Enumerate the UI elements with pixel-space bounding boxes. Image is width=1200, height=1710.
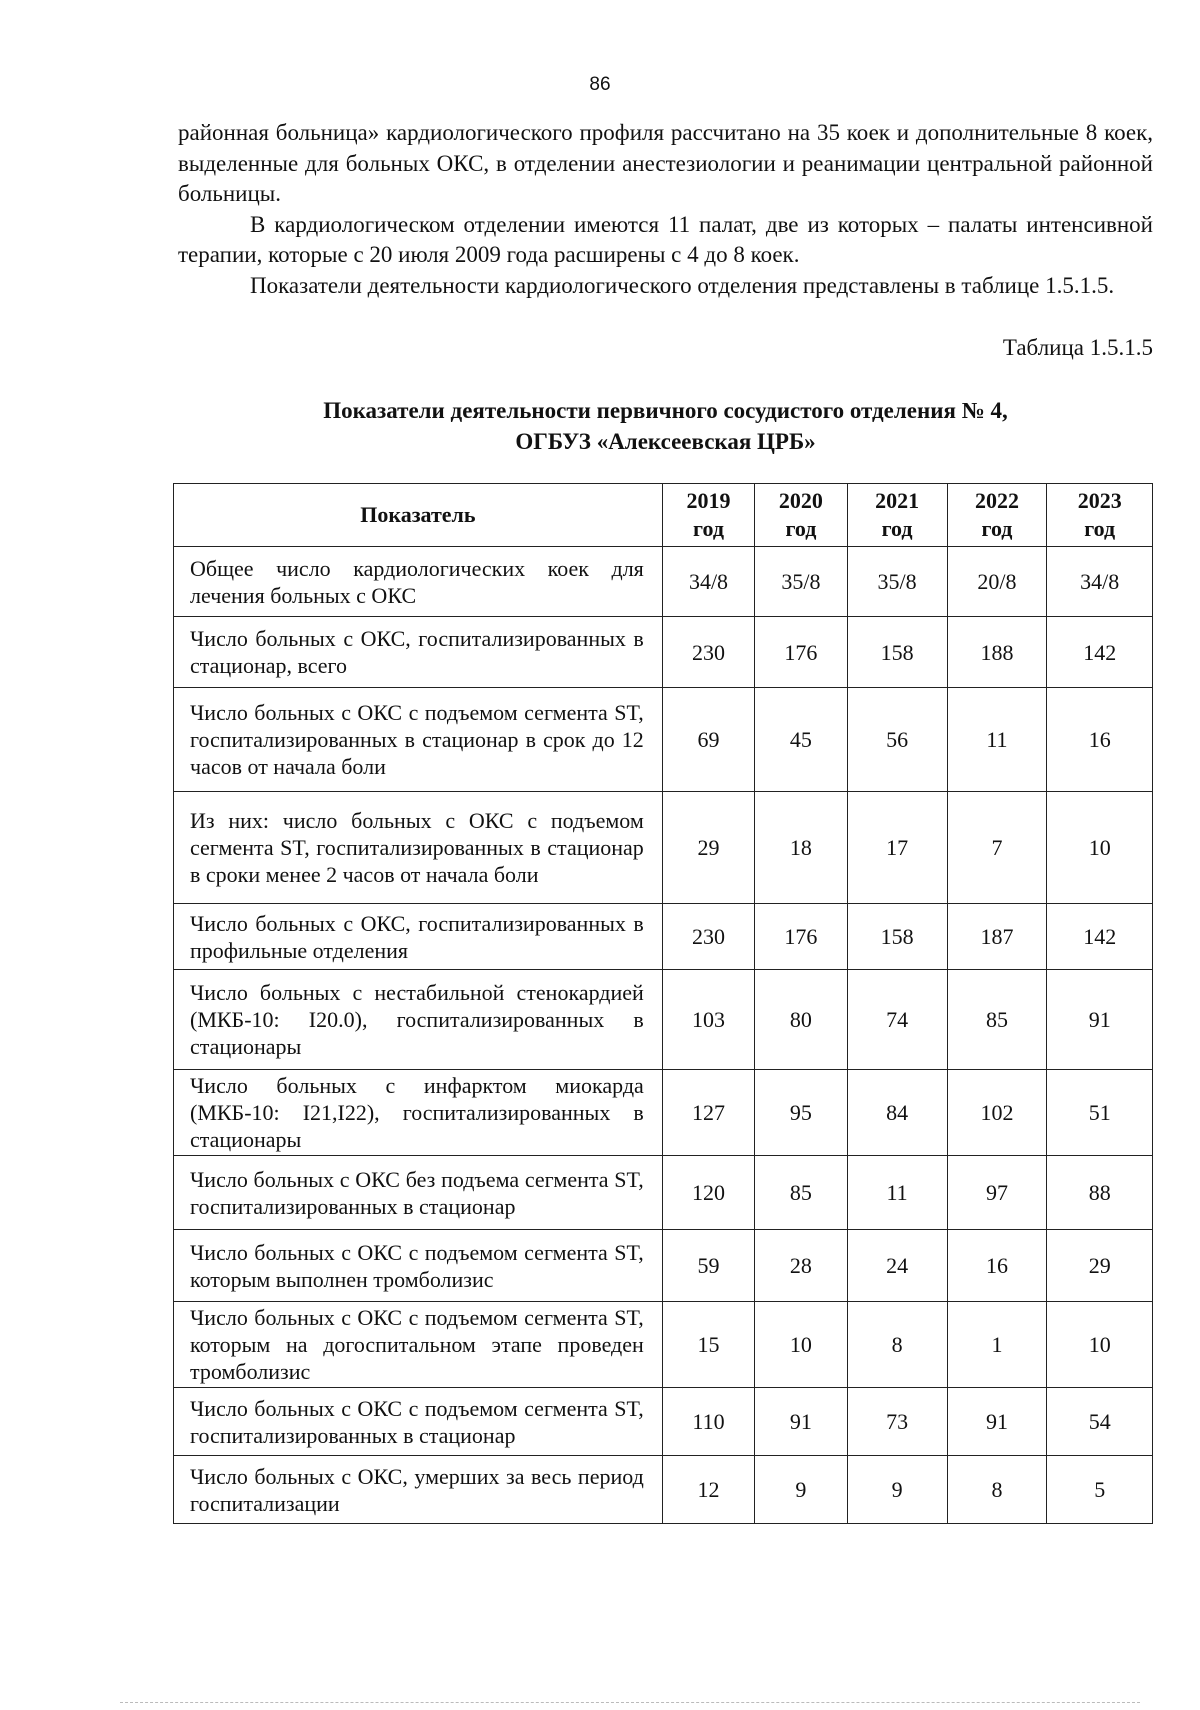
cell-2023: 16 [1047,688,1153,792]
row-label: Число больных с ОКС с подъемом сегмента ST, госпитализированных в стационар [174,1388,663,1456]
cell-2023: 142 [1047,904,1153,970]
cell-2019: 12 [662,1456,754,1524]
table-row [174,617,1153,688]
table-row [174,1156,1153,1230]
cell-2023: 88 [1047,1156,1153,1230]
cell-2021: 84 [847,1070,947,1156]
cell-2022: 20/8 [947,547,1047,617]
row-label: Общее число кардиологических коек для лечения больных с ОКС [174,547,663,617]
cell-2020: 80 [755,970,847,1070]
table-row [174,792,1153,904]
cell-2021: 35/8 [847,547,947,617]
cell-2021: 11 [847,1156,947,1230]
cell-2019: 34/8 [662,547,754,617]
cell-2021: 158 [847,617,947,688]
cell-2019: 127 [662,1070,754,1156]
header-indicator: Показатель [174,484,663,547]
cell-2021: 24 [847,1230,947,1302]
table-row [174,547,1153,617]
cell-2020: 45 [755,688,847,792]
header-year-2019: 2019 год [662,484,754,547]
page-number: 86 [589,74,611,95]
cell-2020: 28 [755,1230,847,1302]
cell-2020: 176 [755,904,847,970]
cell-2021: 56 [847,688,947,792]
cell-2020: 10 [755,1302,847,1388]
header-year-2021: 2021 год [847,484,947,547]
cell-2023: 34/8 [1047,547,1153,617]
cell-2019: 15 [662,1302,754,1388]
cell-2023: 5 [1047,1456,1153,1524]
cell-2020: 176 [755,617,847,688]
cell-2021: 9 [847,1456,947,1524]
cell-2019: 230 [662,617,754,688]
row-label: Число больных с ОКС с подъемом сегмента ST, госпитализированных в стационар в срок до 12 часов от начала боли [174,688,663,792]
paragraph-3: Показатели деятельности кардиологического отделения представлены в таблице 1.5.1.5. [250,272,1115,298]
cell-2019: 29 [662,792,754,904]
cell-2022: 8 [947,1456,1047,1524]
indicators-table [173,483,1153,1524]
table-title-line-1: Показатели деятельности первичного сосудистого отделения № 4, [323,398,1008,423]
cell-2022: 102 [947,1070,1047,1156]
cell-2019: 110 [662,1388,754,1456]
cell-2019: 120 [662,1156,754,1230]
paragraph-1: районная больница» кардиологического профиля рассчитано на 35 коек и дополнительные 8 коек, выделенные для больных ОКС, в отделении анестезиологии и реанимации центральной районной больницы. [178,120,1153,206]
cell-2022: 188 [947,617,1047,688]
cell-2020: 95 [755,1070,847,1156]
cell-2022: 97 [947,1156,1047,1230]
cell-2023: 91 [1047,970,1153,1070]
cell-2020: 85 [755,1156,847,1230]
cell-2019: 103 [662,970,754,1070]
row-label: Число больных с ОКС, госпитализированных в стационар, всего [174,617,663,688]
row-label: Число больных с ОКС, умерших за весь период госпитализации [174,1456,663,1524]
header-year-2022: 2022 год [947,484,1047,547]
table-row [174,970,1153,1070]
bottom-edge [120,1702,1140,1703]
cell-2020: 91 [755,1388,847,1456]
row-label: Число больных с инфарктом миокарда (МКБ-10: I21,I22), госпитализированных в стационары [174,1070,663,1156]
cell-2021: 158 [847,904,947,970]
row-label: Из них: число больных с ОКС с подъемом сегмента ST, госпитализированных в стационар в сроки менее 2 часов от начала боли [174,792,663,904]
cell-2023: 10 [1047,792,1153,904]
cell-2020: 9 [755,1456,847,1524]
cell-2020: 18 [755,792,847,904]
table-row [174,1388,1153,1456]
table-row [174,688,1153,792]
header-year-2020: 2020 год [755,484,847,547]
cell-2021: 8 [847,1302,947,1388]
cell-2022: 85 [947,970,1047,1070]
table-row [174,1230,1153,1302]
cell-2019: 230 [662,904,754,970]
table-caption: Таблица 1.5.1.5 [1002,335,1153,360]
header-year-2023: 2023 год [1047,484,1153,547]
cell-2019: 59 [662,1230,754,1302]
cell-2023: 29 [1047,1230,1153,1302]
table-title [178,395,1153,457]
cell-2023: 54 [1047,1388,1153,1456]
paragraph-2: В кардиологическом отделении имеются 11 палат, две из которых – палаты интенсивной терапии, которые с 20 июля 2009 года расширены с 4 до 8 коек. [178,211,1153,267]
cell-2023: 10 [1047,1302,1153,1388]
cell-2022: 1 [947,1302,1047,1388]
row-label: Число больных с ОКС без подъема сегмента ST, госпитализированных в стационар [174,1156,663,1230]
row-label: Число больных с ОКС, госпитализированных в профильные отделения [174,904,663,970]
row-label: Число больных с ОКС с подъемом сегмента ST, которым на догоспитальном этапе проведен тромболизис [174,1302,663,1388]
cell-2022: 91 [947,1388,1047,1456]
table-header-row [174,484,1153,547]
table-title-line-2: ОГБУЗ «Алексеевская ЦРБ» [515,429,816,454]
table-row [174,1070,1153,1156]
cell-2022: 7 [947,792,1047,904]
cell-2022: 16 [947,1230,1047,1302]
cell-2023: 51 [1047,1070,1153,1156]
cell-2023: 142 [1047,617,1153,688]
cell-2019: 69 [662,688,754,792]
cell-2020: 35/8 [755,547,847,617]
row-label: Число больных с ОКС с подъемом сегмента ST, которым выполнен тромболизис [174,1230,663,1302]
cell-2022: 11 [947,688,1047,792]
cell-2021: 17 [847,792,947,904]
row-label: Число больных с нестабильной стенокардией (МКБ-10: I20.0), госпитализированных в стационары [174,970,663,1070]
table-row [174,1302,1153,1388]
cell-2021: 74 [847,970,947,1070]
table-row [174,904,1153,970]
cell-2022: 187 [947,904,1047,970]
cell-2021: 73 [847,1388,947,1456]
table-row [174,1456,1153,1524]
body-text [178,118,1153,301]
